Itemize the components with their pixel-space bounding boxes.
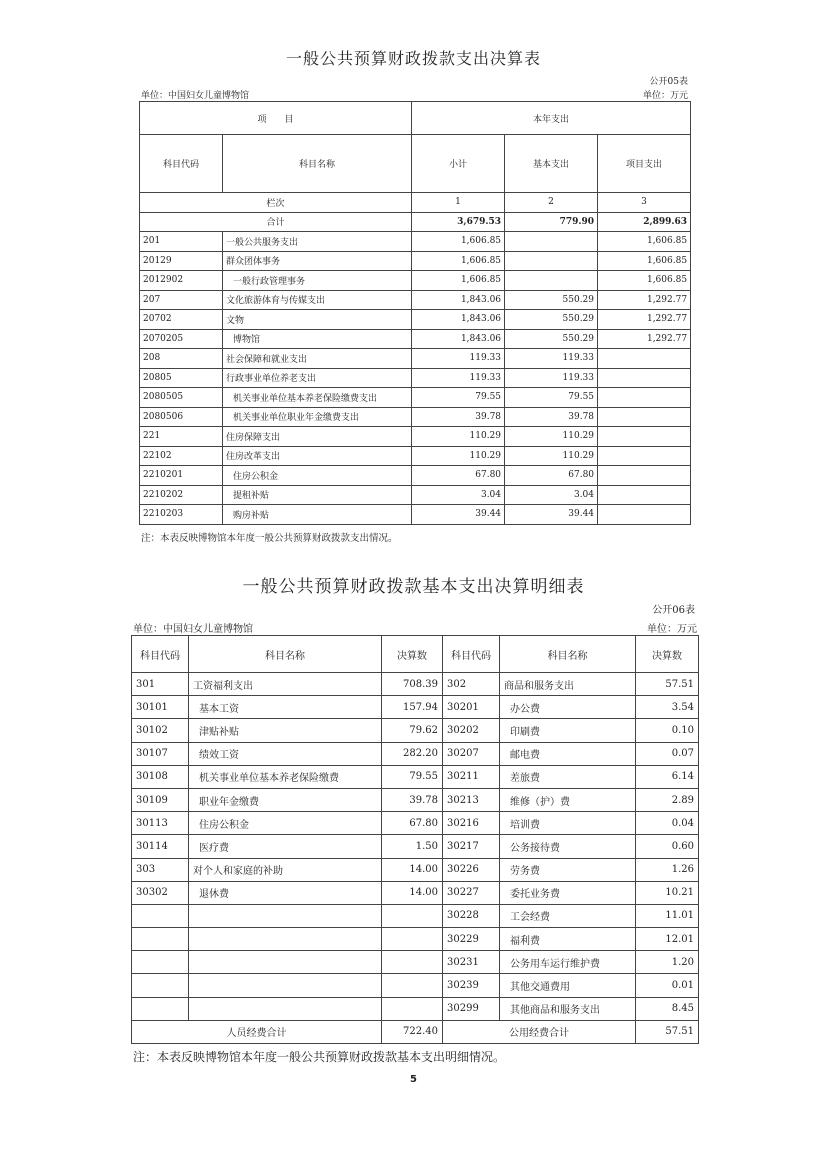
cell-name-left: 津贴补贴 bbox=[189, 719, 382, 742]
header-item: 项 目 bbox=[140, 102, 412, 135]
cell-basic: 550.29 bbox=[505, 290, 598, 310]
cell-subtotal: 1,606.85 bbox=[412, 232, 505, 252]
cell-amount-left: 1.50 bbox=[382, 835, 443, 858]
cell-amount-left: 282.20 bbox=[382, 742, 443, 765]
cell-amount-left: 79.62 bbox=[382, 719, 443, 742]
cell-amount-right: 0.60 bbox=[636, 835, 699, 858]
cell-code: 221 bbox=[140, 427, 223, 447]
cell-amount-right: 57.51 bbox=[636, 673, 699, 696]
cell-name-left bbox=[189, 951, 382, 974]
cell-code-left: 30113 bbox=[132, 812, 189, 835]
cell-name-left: 对个人和家庭的补助 bbox=[189, 858, 382, 881]
table-row bbox=[140, 407, 691, 427]
cell-amount-left bbox=[382, 928, 443, 951]
cell-name: 机关事业单位职业年金缴费支出 bbox=[223, 407, 412, 427]
cell-code: 20805 bbox=[140, 368, 223, 388]
cell-code-right: 30231 bbox=[443, 951, 500, 974]
footer-row bbox=[132, 1020, 699, 1043]
cell-basic: 119.33 bbox=[505, 368, 598, 388]
cell-name: 购房补贴 bbox=[223, 505, 412, 525]
cell-project: 1,606.85 bbox=[598, 271, 691, 291]
table2-unit-org: 单位：中国妇女儿童博物馆 bbox=[133, 624, 253, 635]
cell-name-left: 医疗费 bbox=[189, 835, 382, 858]
table-row bbox=[140, 232, 691, 252]
table1 bbox=[139, 101, 691, 525]
cell-project: 1,292.77 bbox=[598, 329, 691, 349]
cell-code-left: 301 bbox=[132, 673, 189, 696]
table-row bbox=[140, 466, 691, 486]
cell-code: 2012902 bbox=[140, 271, 223, 291]
table1-unit-org: 单位：中国妇女儿童博物馆 bbox=[141, 91, 250, 101]
header-code: 科目代码 bbox=[140, 135, 223, 193]
cell-subtotal: 79.55 bbox=[412, 388, 505, 408]
cell-name-left: 职业年金缴费 bbox=[189, 788, 382, 811]
cell-name-right: 维修（护）费 bbox=[500, 788, 636, 811]
cell-amount-right: 0.04 bbox=[636, 812, 699, 835]
cell-subtotal: 1,843.06 bbox=[412, 329, 505, 349]
cell-amount-left: 67.80 bbox=[382, 812, 443, 835]
cell-amount-right: 6.14 bbox=[636, 765, 699, 788]
cell-project bbox=[598, 485, 691, 505]
cell-amount-left bbox=[382, 974, 443, 997]
cell-name-left bbox=[189, 904, 382, 927]
header-project: 项目支出 bbox=[598, 135, 691, 193]
table-row bbox=[140, 388, 691, 408]
cell-name-right: 办公费 bbox=[500, 696, 636, 719]
cell-basic bbox=[505, 232, 598, 252]
cell-name-left: 绩效工资 bbox=[189, 742, 382, 765]
public-total-amount: 57.51 bbox=[636, 1020, 699, 1043]
cell-code-left bbox=[132, 997, 189, 1020]
cell-basic: 550.29 bbox=[505, 329, 598, 349]
cell-code: 2210202 bbox=[140, 485, 223, 505]
header-index-label: 栏次 bbox=[140, 193, 412, 213]
header-index-3: 3 bbox=[598, 193, 691, 213]
cell-amount-left: 14.00 bbox=[382, 858, 443, 881]
cell-code-left bbox=[132, 904, 189, 927]
total-subtotal: 3,679.53 bbox=[412, 212, 505, 232]
cell-code-right: 30211 bbox=[443, 765, 500, 788]
cell-code-right: 30226 bbox=[443, 858, 500, 881]
cell-subtotal: 110.29 bbox=[412, 427, 505, 447]
cell-name-right: 工会经费 bbox=[500, 904, 636, 927]
cell-name-right: 差旅费 bbox=[500, 765, 636, 788]
table-row bbox=[132, 881, 699, 904]
table-row bbox=[132, 719, 699, 742]
personnel-total-amount: 722.40 bbox=[382, 1020, 443, 1043]
cell-name: 提租补贴 bbox=[223, 485, 412, 505]
cell-name: 文化旅游体育与传媒支出 bbox=[223, 290, 412, 310]
personnel-total-label: 人员经费合计 bbox=[132, 1020, 382, 1043]
cell-name-right: 劳务费 bbox=[500, 858, 636, 881]
header-code-right: 科目代码 bbox=[443, 636, 500, 673]
cell-basic: 67.80 bbox=[505, 466, 598, 486]
cell-name: 住房公积金 bbox=[223, 466, 412, 486]
cell-project: 1,606.85 bbox=[598, 251, 691, 271]
cell-project bbox=[598, 407, 691, 427]
cell-basic bbox=[505, 251, 598, 271]
table-row bbox=[132, 835, 699, 858]
cell-code-right: 30202 bbox=[443, 719, 500, 742]
cell-code-right: 30228 bbox=[443, 904, 500, 927]
cell-basic: 79.55 bbox=[505, 388, 598, 408]
cell-subtotal: 1,606.85 bbox=[412, 271, 505, 291]
cell-subtotal: 119.33 bbox=[412, 368, 505, 388]
cell-name-right: 印刷费 bbox=[500, 719, 636, 742]
table-row bbox=[140, 505, 691, 525]
cell-name-left bbox=[189, 974, 382, 997]
table2-title: 一般公共预算财政拨款基本支出决算明细表 bbox=[242, 577, 585, 597]
cell-amount-right: 1.26 bbox=[636, 858, 699, 881]
cell-amount-right: 0.01 bbox=[636, 974, 699, 997]
cell-name: 行政事业单位养老支出 bbox=[223, 368, 412, 388]
cell-code: 201 bbox=[140, 232, 223, 252]
cell-project bbox=[598, 505, 691, 525]
table1-code: 公开05表 bbox=[649, 77, 688, 87]
table-row bbox=[132, 928, 699, 951]
total-label: 合计 bbox=[140, 212, 412, 232]
cell-code-left: 30102 bbox=[132, 719, 189, 742]
cell-code-left: 30101 bbox=[132, 696, 189, 719]
header-name-right: 科目名称 bbox=[500, 636, 636, 673]
cell-code-left: 30114 bbox=[132, 835, 189, 858]
cell-amount-left: 14.00 bbox=[382, 881, 443, 904]
total-basic: 779.90 bbox=[505, 212, 598, 232]
cell-amount-left: 39.78 bbox=[382, 788, 443, 811]
cell-project: 1,292.77 bbox=[598, 290, 691, 310]
cell-amount-right: 8.45 bbox=[636, 997, 699, 1020]
total-project: 2,899.63 bbox=[598, 212, 691, 232]
header-index-1: 1 bbox=[412, 193, 505, 213]
table-row bbox=[132, 997, 699, 1020]
cell-name: 住房改革支出 bbox=[223, 446, 412, 466]
table-row bbox=[132, 904, 699, 927]
cell-subtotal: 1,843.06 bbox=[412, 290, 505, 310]
header-name-left: 科目名称 bbox=[189, 636, 382, 673]
table-row bbox=[132, 951, 699, 974]
cell-amount-right: 0.07 bbox=[636, 742, 699, 765]
cell-subtotal: 39.44 bbox=[412, 505, 505, 525]
table-row bbox=[132, 788, 699, 811]
table-row bbox=[132, 812, 699, 835]
table-row bbox=[132, 673, 699, 696]
cell-code: 20129 bbox=[140, 251, 223, 271]
cell-amount-right: 11.01 bbox=[636, 904, 699, 927]
cell-name: 一般公共服务支出 bbox=[223, 232, 412, 252]
table-row bbox=[140, 427, 691, 447]
cell-project bbox=[598, 368, 691, 388]
cell-amount-right: 0.10 bbox=[636, 719, 699, 742]
table-row bbox=[132, 742, 699, 765]
cell-project bbox=[598, 388, 691, 408]
cell-code: 2080506 bbox=[140, 407, 223, 427]
cell-name-right: 邮电费 bbox=[500, 742, 636, 765]
cell-project bbox=[598, 446, 691, 466]
cell-basic: 39.44 bbox=[505, 505, 598, 525]
cell-project bbox=[598, 349, 691, 369]
cell-code: 20702 bbox=[140, 310, 223, 330]
cell-code-right: 30299 bbox=[443, 997, 500, 1020]
cell-code-left: 30107 bbox=[132, 742, 189, 765]
cell-subtotal: 39.78 bbox=[412, 407, 505, 427]
cell-project bbox=[598, 466, 691, 486]
cell-project: 1,292.77 bbox=[598, 310, 691, 330]
table-row bbox=[140, 349, 691, 369]
cell-code: 207 bbox=[140, 290, 223, 310]
cell-basic: 3.04 bbox=[505, 485, 598, 505]
table-row bbox=[140, 485, 691, 505]
header-index-2: 2 bbox=[505, 193, 598, 213]
table2-unit-currency: 单位：万元 bbox=[647, 624, 697, 635]
cell-name-right: 公务用车运行维护费 bbox=[500, 951, 636, 974]
table-row bbox=[132, 858, 699, 881]
cell-project bbox=[598, 427, 691, 447]
cell-amount-right: 12.01 bbox=[636, 928, 699, 951]
header-amount-right: 决算数 bbox=[636, 636, 699, 673]
cell-code-right: 30207 bbox=[443, 742, 500, 765]
cell-name-right: 福利费 bbox=[500, 928, 636, 951]
cell-code: 2080505 bbox=[140, 388, 223, 408]
cell-name-left bbox=[189, 928, 382, 951]
cell-name-left: 基本工资 bbox=[189, 696, 382, 719]
page-number: 5 bbox=[410, 1074, 417, 1085]
table-row bbox=[132, 765, 699, 788]
cell-name: 博物馆 bbox=[223, 329, 412, 349]
cell-amount-right: 3.54 bbox=[636, 696, 699, 719]
cell-project: 1,606.85 bbox=[598, 232, 691, 252]
cell-code-right: 30227 bbox=[443, 881, 500, 904]
cell-name: 社会保障和就业支出 bbox=[223, 349, 412, 369]
table-row bbox=[140, 290, 691, 310]
total-row bbox=[140, 212, 691, 232]
cell-name: 机关事业单位基本养老保险缴费支出 bbox=[223, 388, 412, 408]
cell-code-left bbox=[132, 928, 189, 951]
table2-note: 注：本表反映博物馆本年度一般公共预算财政拨款基本支出明细情况。 bbox=[133, 1050, 506, 1064]
cell-name-left: 工资福利支出 bbox=[189, 673, 382, 696]
cell-code: 208 bbox=[140, 349, 223, 369]
cell-name-left: 住房公积金 bbox=[189, 812, 382, 835]
cell-basic: 110.29 bbox=[505, 446, 598, 466]
cell-amount-right: 1.20 bbox=[636, 951, 699, 974]
header-subtotal: 小计 bbox=[412, 135, 505, 193]
cell-subtotal: 67.80 bbox=[412, 466, 505, 486]
table-row bbox=[140, 251, 691, 271]
cell-name: 文物 bbox=[223, 310, 412, 330]
cell-code-right: 30216 bbox=[443, 812, 500, 835]
public-total-label: 公用经费合计 bbox=[443, 1020, 636, 1043]
table-row bbox=[140, 329, 691, 349]
cell-amount-right: 2.89 bbox=[636, 788, 699, 811]
cell-amount-left bbox=[382, 951, 443, 974]
table-row bbox=[140, 310, 691, 330]
cell-name: 群众团体事务 bbox=[223, 251, 412, 271]
cell-subtotal: 1,843.06 bbox=[412, 310, 505, 330]
cell-name-left: 退休费 bbox=[189, 881, 382, 904]
cell-subtotal: 3.04 bbox=[412, 485, 505, 505]
cell-subtotal: 119.33 bbox=[412, 349, 505, 369]
header-year-expense: 本年支出 bbox=[412, 102, 691, 135]
cell-amount-left bbox=[382, 904, 443, 927]
header-code-left: 科目代码 bbox=[132, 636, 189, 673]
table2-code: 公开06表 bbox=[652, 605, 695, 616]
cell-basic: 550.29 bbox=[505, 310, 598, 330]
table-row bbox=[132, 974, 699, 997]
cell-code-right: 30201 bbox=[443, 696, 500, 719]
cell-name-left: 机关事业单位基本养老保险缴费 bbox=[189, 765, 382, 788]
cell-code-left bbox=[132, 951, 189, 974]
cell-amount-left: 157.94 bbox=[382, 696, 443, 719]
cell-code-right: 30229 bbox=[443, 928, 500, 951]
cell-name: 住房保障支出 bbox=[223, 427, 412, 447]
cell-code-right: 302 bbox=[443, 673, 500, 696]
cell-code-left: 30302 bbox=[132, 881, 189, 904]
cell-name-right: 公务接待费 bbox=[500, 835, 636, 858]
cell-code-left bbox=[132, 974, 189, 997]
cell-name-right: 其他商品和服务支出 bbox=[500, 997, 636, 1020]
cell-code-right: 30239 bbox=[443, 974, 500, 997]
table2 bbox=[131, 635, 699, 1044]
cell-amount-left bbox=[382, 997, 443, 1020]
cell-code: 2210203 bbox=[140, 505, 223, 525]
cell-code-left: 30109 bbox=[132, 788, 189, 811]
cell-code-left: 303 bbox=[132, 858, 189, 881]
cell-name-right: 商品和服务支出 bbox=[500, 673, 636, 696]
cell-name-right: 委托业务费 bbox=[500, 881, 636, 904]
cell-name: 一般行政管理事务 bbox=[223, 271, 412, 291]
cell-name-right: 培训费 bbox=[500, 812, 636, 835]
cell-name-right: 其他交通费用 bbox=[500, 974, 636, 997]
cell-code-right: 30217 bbox=[443, 835, 500, 858]
cell-subtotal: 110.29 bbox=[412, 446, 505, 466]
header-amount-left: 决算数 bbox=[382, 636, 443, 673]
cell-code: 2210201 bbox=[140, 466, 223, 486]
cell-name-left bbox=[189, 997, 382, 1020]
cell-subtotal: 1,606.85 bbox=[412, 251, 505, 271]
cell-basic bbox=[505, 271, 598, 291]
cell-basic: 39.78 bbox=[505, 407, 598, 427]
cell-code: 2070205 bbox=[140, 329, 223, 349]
table-row bbox=[140, 446, 691, 466]
table-row bbox=[140, 368, 691, 388]
table-row bbox=[140, 271, 691, 291]
cell-code: 22102 bbox=[140, 446, 223, 466]
cell-basic: 119.33 bbox=[505, 349, 598, 369]
cell-basic: 110.29 bbox=[505, 427, 598, 447]
cell-code-right: 30213 bbox=[443, 788, 500, 811]
cell-amount-left: 708.39 bbox=[382, 673, 443, 696]
table-row bbox=[132, 696, 699, 719]
table1-title: 一般公共预算财政拨款支出决算表 bbox=[285, 49, 541, 68]
cell-amount-right: 10.21 bbox=[636, 881, 699, 904]
cell-code-left: 30108 bbox=[132, 765, 189, 788]
cell-amount-left: 79.55 bbox=[382, 765, 443, 788]
table1-note: 注：本表反映博物馆本年度一般公共预算财政拨款支出情况。 bbox=[141, 533, 398, 544]
header-basic: 基本支出 bbox=[505, 135, 598, 193]
header-name: 科目名称 bbox=[223, 135, 412, 193]
table1-unit-currency: 单位：万元 bbox=[642, 91, 688, 101]
